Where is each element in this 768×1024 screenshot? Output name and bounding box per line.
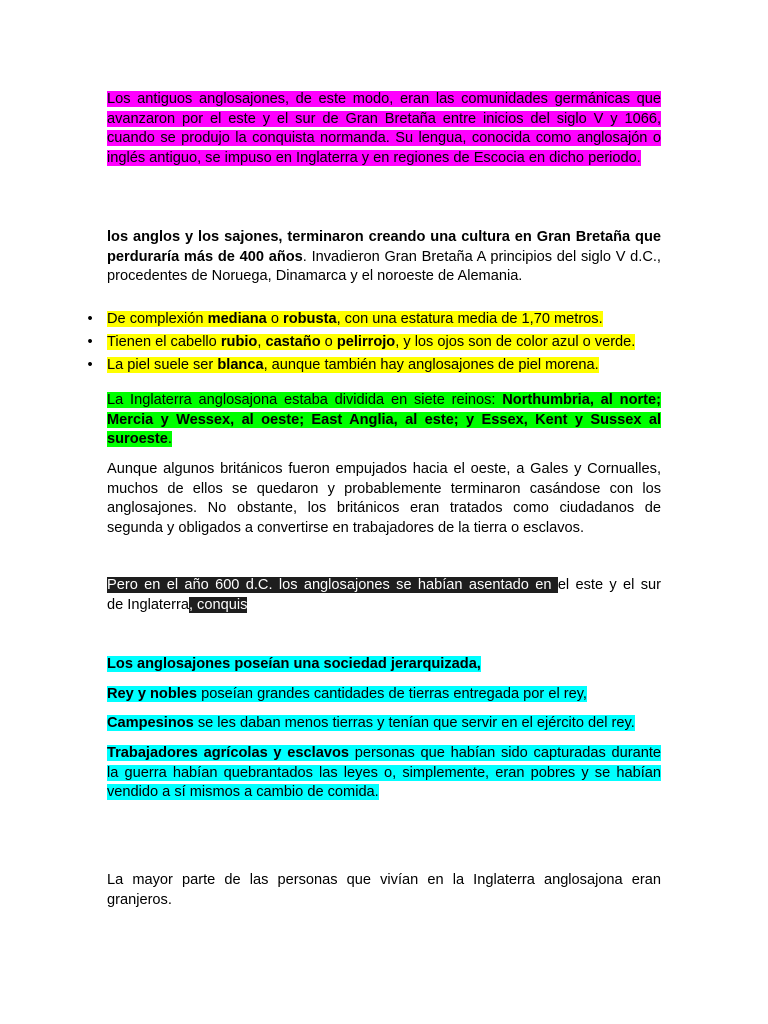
list-item-text: Tienen el cabello rubio, castaño o pelirrojo, y los ojos son de color azul o verde. [107,334,636,350]
trabajadores-text: Trabajadores agrícolas y esclavos personas que habían sido capturadas durante la guerra habían quebrantados las leyes o, simplemente, eran pobres y se habían vendido a sí mismos a cambio de comida. [107,745,661,800]
paragraph-reinos [107,391,661,450]
sociedad-heading: Los anglosajones poseían una sociedad jerarquizada, [107,656,481,672]
list-item [87,310,661,333]
asentamiento-line-2: de Inglaterra, conquis [107,596,248,613]
paragraph-intro [107,90,661,168]
anglos-sajones-bold: los anglos y los sajones, terminaron creando una cultura en Gran Bretaña que perduraría más de 400 años [107,229,661,265]
paragraph-asentamiento [107,576,661,615]
britanicos-text: Aunque algunos británicos fueron empujados hacia el oeste, a Gales y Cornualles, muchos de ellos se quedaron y probablemente terminaron casándose con los anglosajones. No obstante, los británicos eran tratados como ciudadanos de segunda y obligados a convertirse en trabajadores de la tierra o esclavos. [107,461,661,536]
physical-traits-list [87,310,661,379]
intro-text: Los antiguos anglosajones, de este modo, eran las comunidades germánicas que avanzaron por el este y el sur de Gran Bretaña entre inicios del siglo V y 1066, cuando se produjo la conquista normanda. Su lengua, conocida como anglosajón o inglés antiguo, se impuso en Inglaterra y en regiones de Escocia en dicho periodo. [107,91,661,166]
paragraph-campesinos [107,714,661,734]
list-item [87,356,661,379]
paragraph-sociedad [107,655,661,675]
paragraph-britanicos [107,460,661,538]
bullet-icon: • [87,357,93,373]
paragraph-trabajadores [107,744,661,803]
granjeros-text: La mayor parte de las personas que vivían en la Inglaterra anglosajona eran granjeros. [107,872,661,908]
anglos-sajones-text: . Invadieron Gran Bretaña A principios del siglo V d.C., procedentes de Noruega, Dinamarca y el noroeste de Alemania. [107,248,661,284]
bullet-icon: • [87,334,93,350]
list-item-text: De complexión mediana o robusta, con una estatura media de 1,70 metros. [107,311,603,327]
list-item [87,333,661,356]
list-item-text: La piel suele ser blanca, aunque también hay anglosajones de piel morena. [107,357,599,373]
paragraph-rey-nobles [107,685,661,705]
paragraph-granjeros [107,871,661,910]
rey-nobles-text: Rey y nobles poseían grandes cantidades de tierras entregada por el rey, [107,686,587,702]
asentamiento-line-1: Pero en el año 600 d.C. los anglosajones se habían asentado en el este y el sur [107,577,661,593]
reinos-text: La Inglaterra anglosajona estaba dividida en siete reinos: Northumbria, al norte; Mercia y Wessex, al oeste; East Anglia, al este; y Essex, Kent y Sussex al suroeste. [107,392,662,447]
paragraph-anglos-sajones [107,228,661,287]
campesinos-text: Campesinos se les daban menos tierras y tenían que servir en el ejército del rey. [107,715,635,731]
bullet-icon: • [87,311,93,327]
